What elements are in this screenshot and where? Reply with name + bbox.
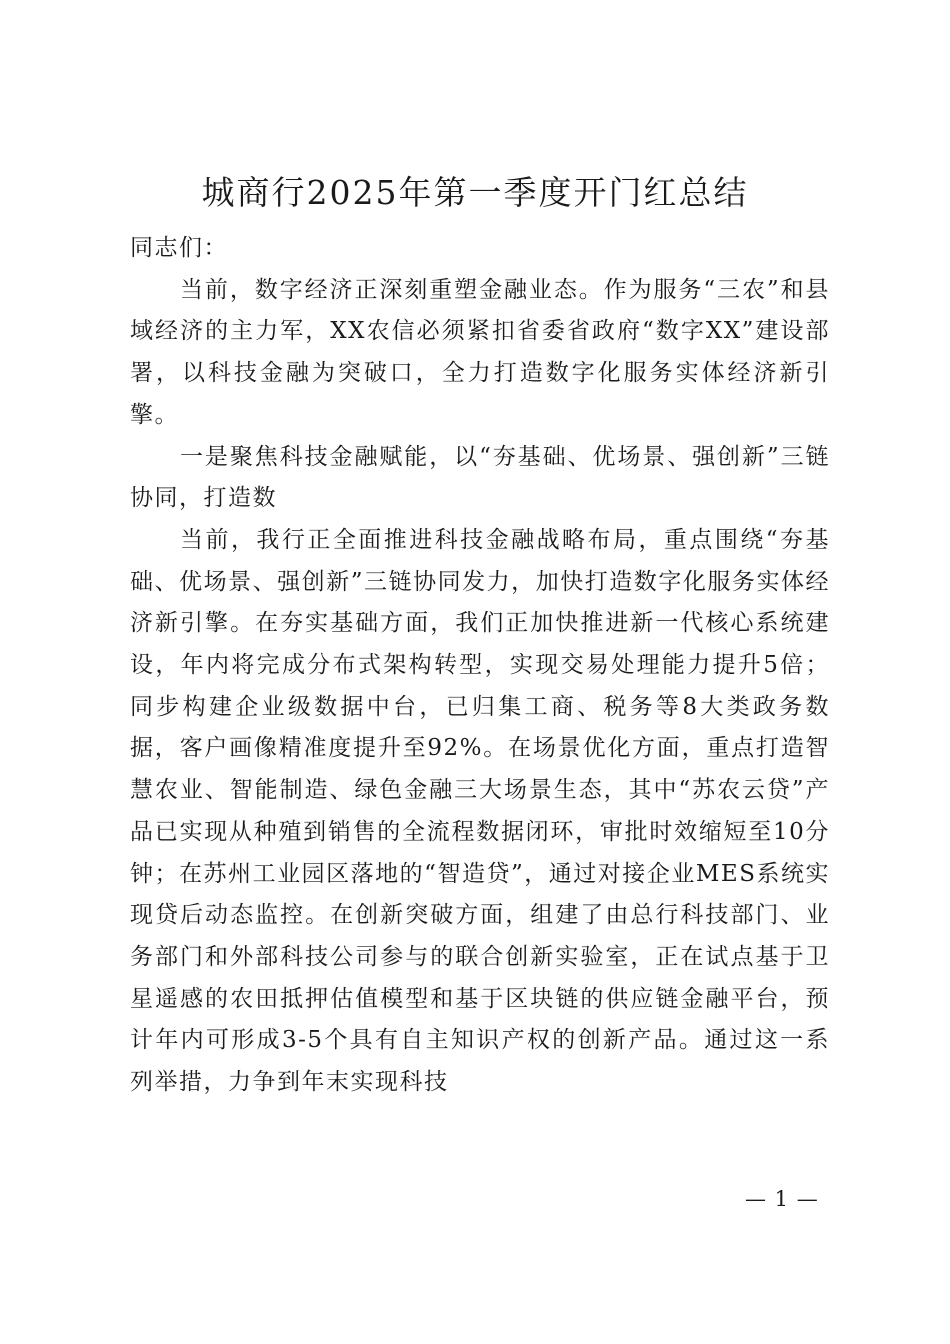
- paragraph-heading-one: 一是聚焦科技金融赋能，以“夯基础、优场景、强创新”三链协同，打造数: [130, 443, 830, 512]
- salutation: 同志们：: [130, 235, 228, 261]
- paragraph-tech-finance: 当前，我行正全面推进科技金融战略布局，重点围绕“夯基础、优场景、强创新”三链协同发力，加快打造数字化服务实体经济新引擎。在夯实基础方面，我们正加快推进新一代核心系统建设，年内将完成分布式架构转型，实现交易处理能力提升5倍；同步构建企业级数据中台，已归集工商、税务等8大类政务数据，客户画像精准度提升至92%。在场景优化方面，重点打造智慧农业、智能制造、绿色金融三大场景生态，其中“苏农云贷”产品已实现从种殖到销售的全流程数据闭环，审批时效缩短至10分钟；在苏州工业园区落地的“智造贷”，通过对接企业MES系统实现贷后动态监控。在创新突破方面，组建了由总行科技部门、业务部门和外部科技公司参与的联合创新实验室，正在试点基于卫星遥感的农田抵押估值模型和基于区块链的供应链金融平台，预计年内可形成3-5个具有自主知识产权的创新产品。通过这一系列举措，力争到年末实现科技: [130, 526, 830, 1096]
- document-title: 城商行2025年第一季度开门红总结: [201, 173, 749, 212]
- paragraph-intro: 当前，数字经济正深刻重塑金融业态。作为服务“三农”和县域经济的主力军，XX农信必须紧扣省委省政府“数字XX”建设部署，以科技金融为突破口，全力打造数字化服务实体经济新引擎。: [130, 276, 830, 428]
- document-body: [130, 228, 830, 1104]
- page-number: — 1 —: [745, 1187, 819, 1211]
